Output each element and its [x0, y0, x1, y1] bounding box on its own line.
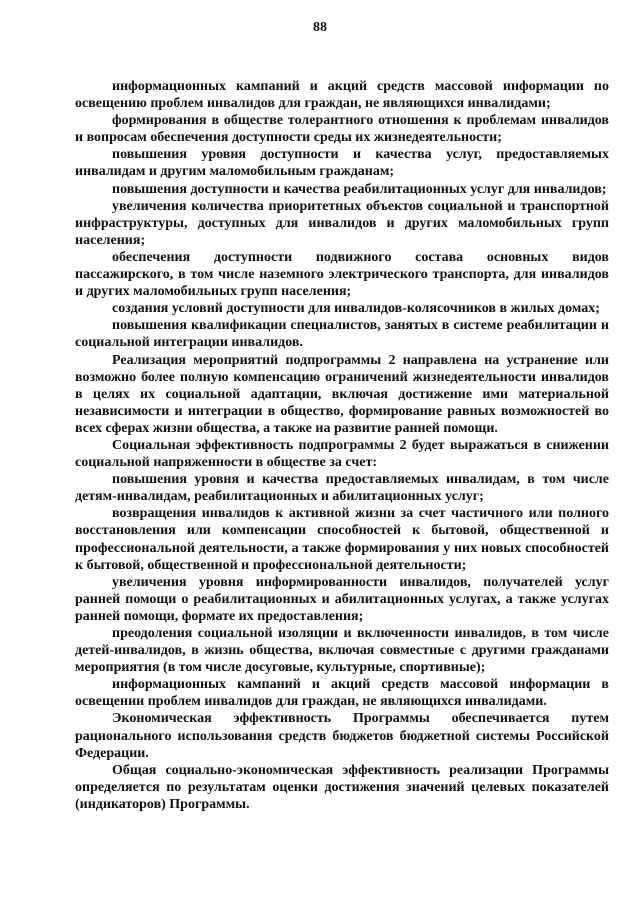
- paragraph: Социальная эффективность подпрограммы 2 будет выражаться в снижении социальной напряженности в обществе за счет:: [75, 437, 609, 471]
- paragraph: увеличения количества приоритетных объектов социальной и транспортной инфраструктуры, доступных для инвалидов и других маломобильных групп населения;: [75, 198, 609, 248]
- paragraph: Экономическая эффективность Программы обеспечивается путем рационального использования средств бюджетов бюджетной системы Российской Федерации.: [75, 711, 609, 761]
- paragraph: преодоления социальной изоляции и включенности инвалидов, в том числе детей-инвалидов, в жизнь общества, включая совместные с другими гражданами мероприятия (в том числе досуговые, культурные, спортивные);: [75, 626, 609, 676]
- paragraph: повышения доступности и качества реабилитационных услуг для инвалидов;: [112, 181, 607, 197]
- paragraph: обеспечения доступности подвижного состава основных видов пассажирского, в том числе наземного электрического транспорта, для инвалидов и других маломобильных групп населения;: [75, 249, 609, 300]
- paragraph: повышения уровня и качества предоставляемых инвалидам, в том числе детям-инвалидам, реабилитационных и абилитационных услуг;: [75, 472, 609, 505]
- paragraph: повышения уровня доступности и качества услуг, предоставляемых инвалидам и другим маломобильным гражданам;: [75, 147, 609, 180]
- body-text: [75, 78, 609, 813]
- paragraph: Общая социально-экономическая эффективность реализации Программы определяется по результатам оценки достижения значений целевых показателей (индикаторов) Программы.: [75, 762, 609, 812]
- paragraph: увеличения уровня информированности инвалидов, получателей услуг ранней помощи о реабилитационных и абилитационных услугах, а также услугах ранней помощи, формате их предоставления;: [75, 574, 609, 624]
- paragraph: повышения квалификации специалистов, занятых в системе реабилитации и социальной интеграции инвалидов.: [75, 318, 609, 351]
- paragraph: Реализация мероприятий подпрограммы 2 направлена на устранение или возможно более полную компенсацию ограничений жизнедеятельности инвалидов в целях их социальной адаптации, включая достижение ими материальной независимости и интеграции в общество, формирование равных возможностей во всех сферах жизни общества, а также на развитие ранней помощи.: [75, 352, 609, 436]
- paragraph: информационных кампаний и акций средств массовой информации по освещению проблем инвалидов для граждан, не являющихся инвалидами;: [75, 79, 609, 112]
- paragraph: информационных кампаний и акций средств массовой информации в освещении проблем инвалидов для граждан, не являющихся инвалидами.: [75, 677, 609, 710]
- paragraph: возвращения инвалидов к активной жизни за счет частичного или полного восстановления или компенсации способностей к бытовой, общественной и профессиональной деятельности, а также формирования у них новых способностей к бытовой, общественной и профессиональной деятельности;: [75, 506, 609, 573]
- paragraph: создания условий доступности для инвалидов-колясочников в жилых домах;: [112, 301, 600, 317]
- page-number: 88: [313, 20, 327, 35]
- paragraph: формирования в обществе толерантного отношения к проблемам инвалидов и вопросам обеспечения доступности среды их жизнедеятельности;: [75, 113, 609, 146]
